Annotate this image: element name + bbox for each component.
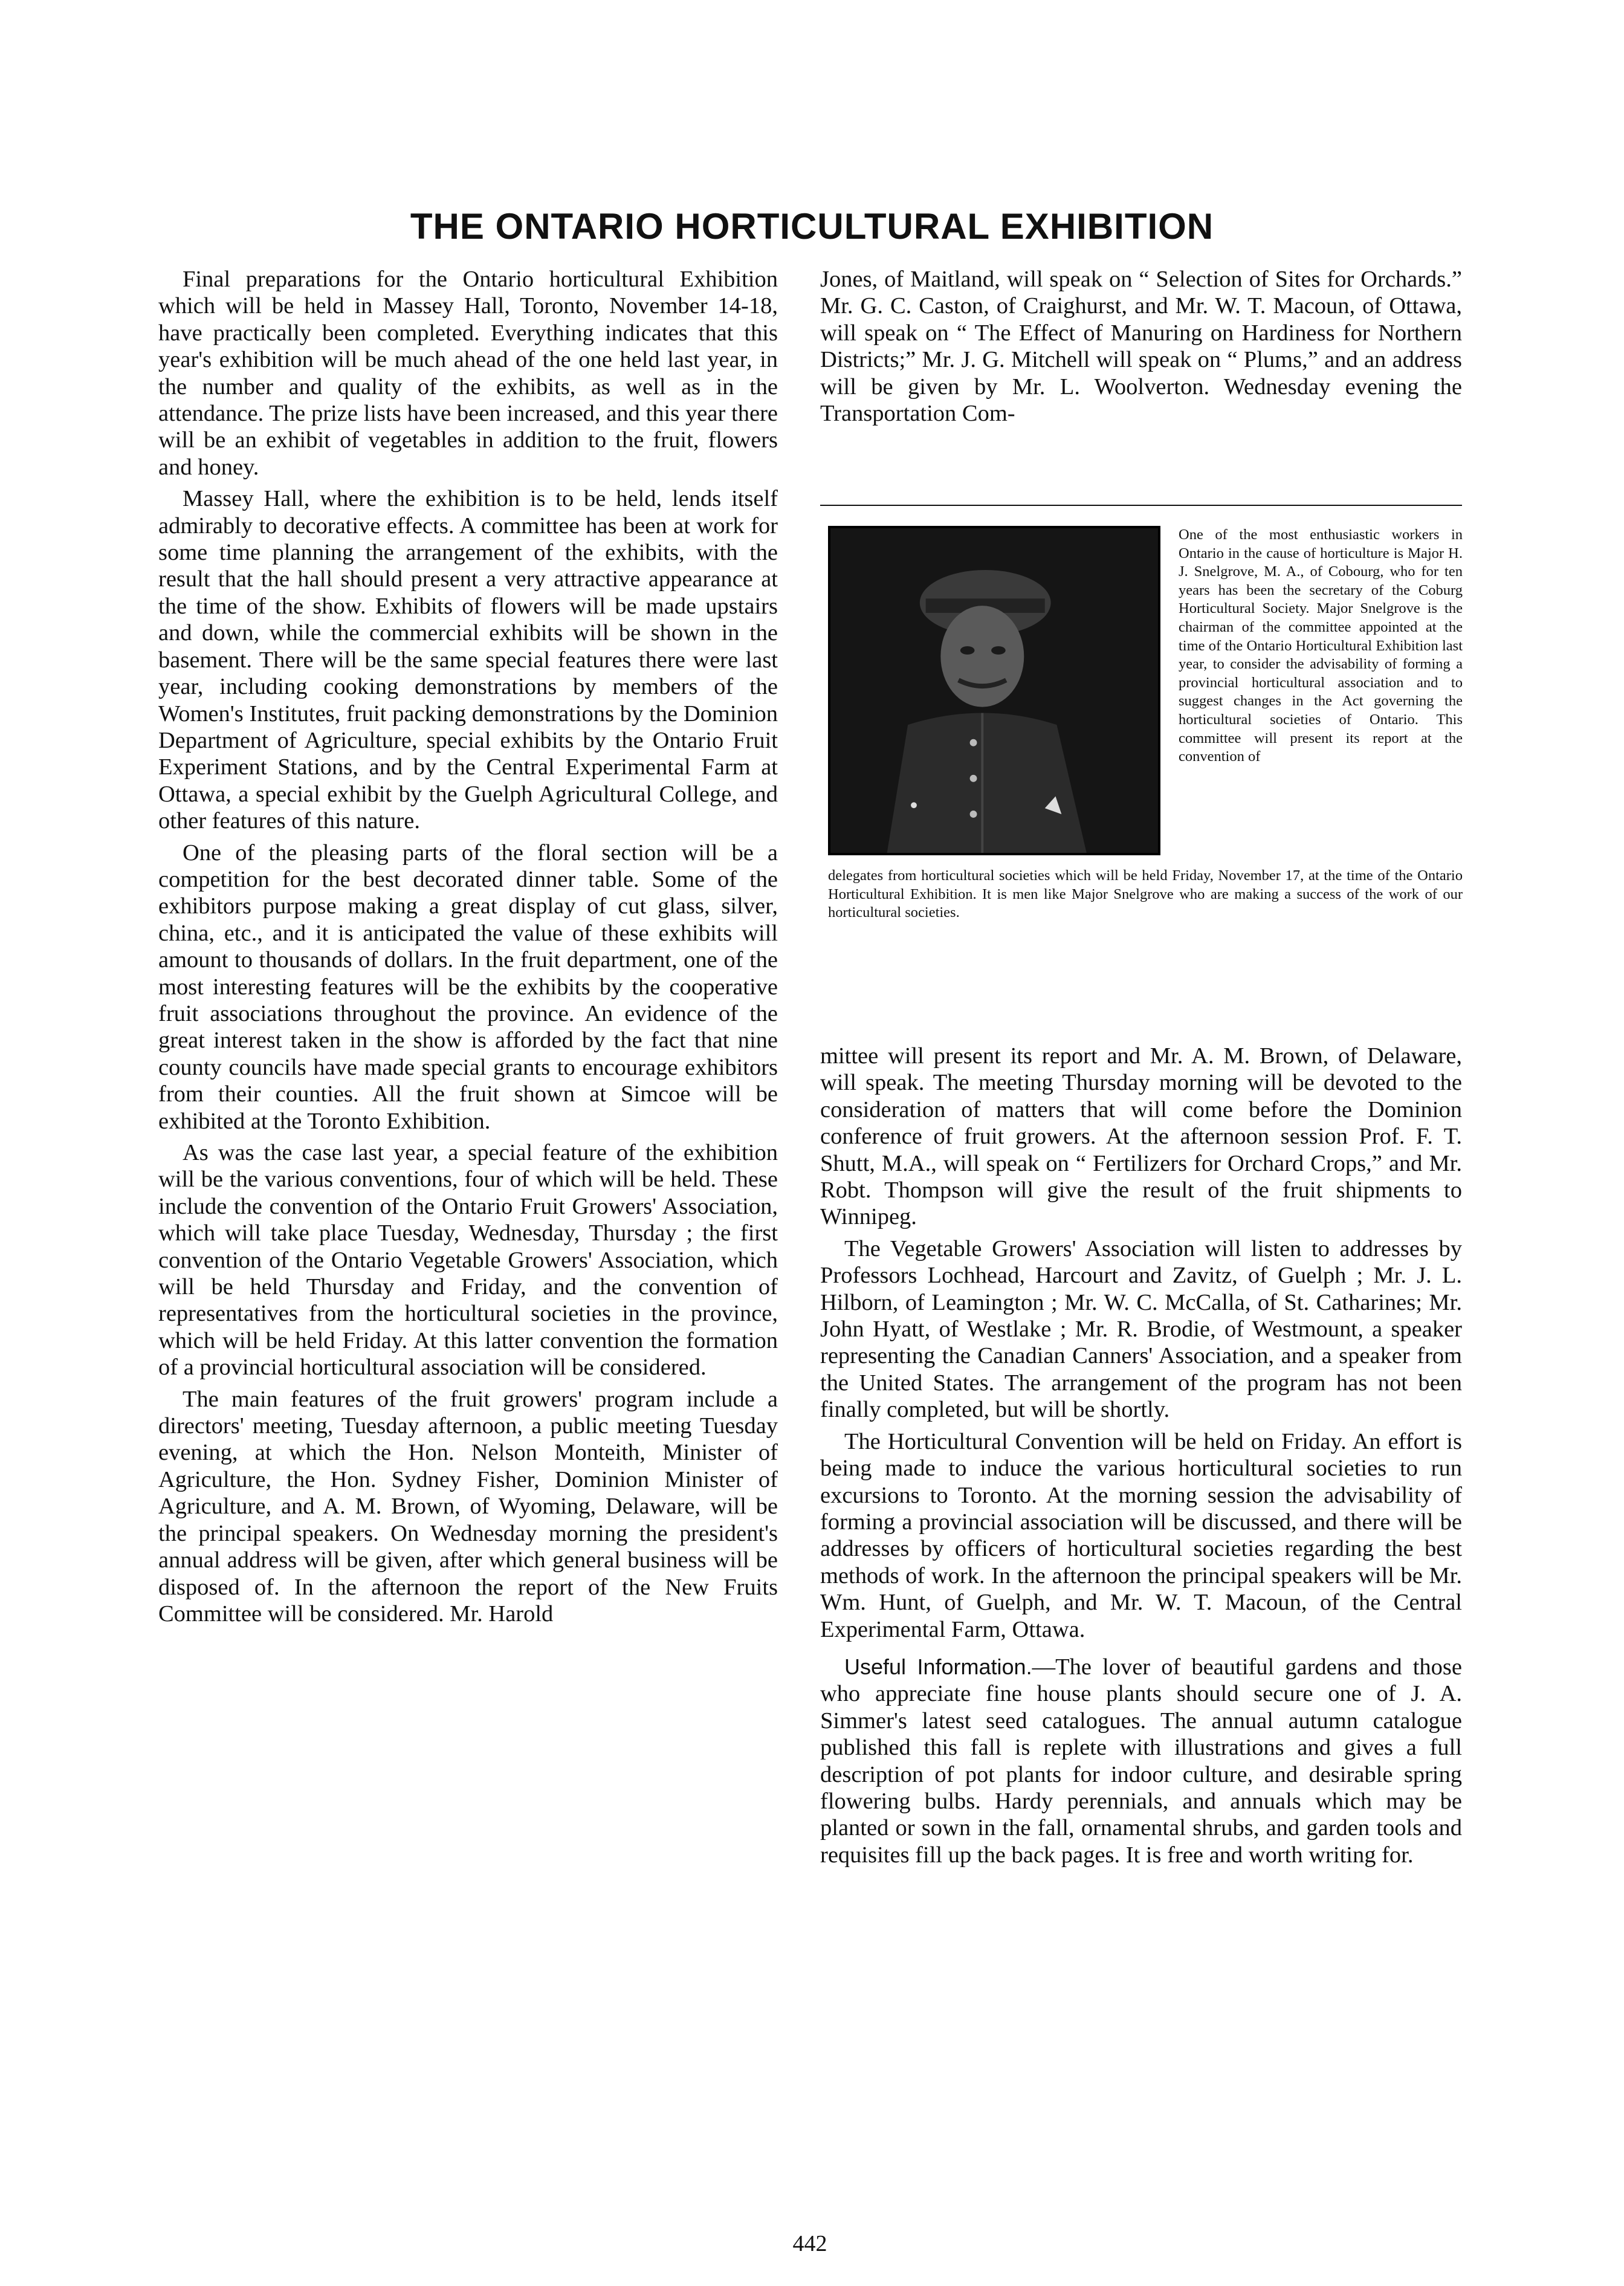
figure-caption-continued: delegates from horticultural societies which will be held Friday, November 17, at the time of the Ontario Horticultural Exhibition. It is men like Major Snelgrove who are making a success of the work of our horticultural societies. bbox=[828, 867, 1463, 921]
right-column-top bbox=[820, 266, 1462, 432]
useful-information-paragraph bbox=[820, 1654, 1462, 1868]
article-paragraph: The Horticultural Convention will be held on Friday. An effort is being made to induce the various horticultural societies to run excursions to Toronto. At the morning session the advisability of forming a provincial association will be discussed, and there will be addresses by officers of horticultural societies regarding the best methods of work. In the afternoon the principal speakers will be Mr. Wm. Hunt, of Guelph, and Mr. W. T. Macoun, of the Central Experimental Farm, Ottawa. bbox=[820, 1428, 1462, 1642]
useful-information-text: —The lover of beautiful gardens and those who appreciate fine house plants should secure one of J. A. Simmer's latest seed catalogues. The annual autumn catalogue published this fall is replete with illustrations and gives a full description of pot plants for indoor culture, and desirable spring flowering bulbs. Hardy perennials, and annuals which may be planted or sown in the fall, ornamental shrubs, and garden tools and requisites fill up the back pages. It is free and worth writing for. bbox=[820, 1654, 1462, 1868]
article-paragraph: The Vegetable Growers' Association will listen to addresses by Professors Lochhead, Harcourt and Zavitz, of Guelph ; Mr. J. L. Hilborn, of Leamington ; Mr. W. C. McCalla, of St. Catharines; Mr. John Hyatt, of Westlake ; Mr. R. Brodie, of Westmount, a speaker representing the Canadian Canners' Association, and a speaker from the United States. The arrangement of the program has not been finally completed, but will be shortly. bbox=[820, 1235, 1462, 1423]
page-number: 442 bbox=[792, 2231, 827, 2256]
article-paragraph: mittee will present its report and Mr. A. M. Brown, of Delaware, will speak. The meeting Thursday morning will be devoted to the consideration of matters that will come before the Dominion conference of fruit growers. At the afternoon session Prof. F. T. Shutt, M.A., will speak on “ Fertilizers for Orchard Crops,” and Mr. Robt. Thompson will give the result of the fruit shipments to Winnipeg. bbox=[820, 1043, 1462, 1230]
figure-caption: One of the most enthusiastic workers in Ontario in the cause of horticulture is Major H. J. Snelgrove, M. A., of Cobourg, who for ten years has been the secretary of the Coburg Horticultural Society. Major Snelgrove is the chairman of the committee appointed at the time of the Ontario Horticultural Exhibition last year, to consider the advisability of forming a provincial horticultural association and to suggest changes in the Act governing the horticultural societies of Ontario. This committee will present its report at the convention of bbox=[1179, 526, 1463, 765]
portrait-photo-icon bbox=[830, 528, 1158, 853]
portrait-photo bbox=[828, 526, 1160, 855]
article-paragraph: The main features of the fruit growers' program include a directors' meeting, Tuesday afternoon, a public meeting Tuesday evening, at which the Hon. Nelson Monteith, Minister of Agriculture, the Hon. Sydney Fisher, Dominion Minister of Agriculture, and A. M. Brown, of Wyoming, Delaware, will be the principal speakers. On Wednesday morning the president's annual address will be given, after which general business will be disposed of. In the afternoon the report of the New Fruits Committee will be considered. Mr. Harold bbox=[158, 1386, 778, 1627]
useful-information-heading: Useful Information. bbox=[844, 1654, 1032, 1679]
left-column bbox=[158, 266, 778, 1632]
page-title: THE ONTARIO HORTICULTURAL EXHIBITION bbox=[410, 206, 1214, 247]
right-column-bottom bbox=[820, 1043, 1462, 1873]
article-paragraph: One of the pleasing parts of the floral section will be a competition for the best decorated dinner table. Some of the exhibitors purpose making a great display of cut glass, silver, china, etc., and it is anticipated the value of these exhibits will amount to thousands of dollars. In the fruit department, one of the most interesting features will be the exhibits by the cooperative fruit associations throughout the province. An evidence of the great interest taken in the show is afforded by the fact that nine county councils have made special grants to encourage exhibitors from their counties. All the fruit shown at Simcoe will be exhibited at the Toronto Exhibition. bbox=[158, 840, 778, 1134]
article-paragraph: Jones, of Maitland, will speak on “ Selection of Sites for Orchards.” Mr. G. C. Caston, of Craighurst, and Mr. W. T. Macoun, of Ottawa, will speak on “ The Effect of Manuring on Hardiness for Northern Districts;” Mr. J. G. Mitchell will speak on “ Plums,” and an address will be given by Mr. L. Woolverton. Wednesday evening the Transportation Com- bbox=[820, 267, 1462, 427]
article-paragraph: Final preparations for the Ontario horticultural Exhibition which will be held in Massey Hall, Toronto, November 14-18, have practically been completed. Everything indicates that this year's exhibition will be much ahead of the one held last year, in the number and quality of the exhibits, as well as in the attendance. The prize lists have been increased, and this year there will be an exhibit of vegetables in addition to the fruit, flowers and honey. bbox=[158, 267, 778, 480]
article-paragraph: Massey Hall, where the exhibition is to be held, lends itself admirably to decorative effects. A committee has been at work for some time planning the arrangement of the exhibits, with the result that the hall should present a very attractive appearance at the time of the show. Exhibits of flowers will be made upstairs and down, while the commercial exhibits will be shown in the basement. There will be the same special features there were last year, including cooking demonstrations by members of the Women's Institutes, fruit packing demonstrations by the Dominion Department of Agriculture, special exhibits by the Ontario Fruit Experiment Stations, and by the Central Experimental Farm at Ottawa, a special exhibit by the Guelph Agricultural College, and other features of this nature. bbox=[158, 486, 778, 834]
article-paragraph: As was the case last year, a special feature of the exhibition will be the various conventions, four of which will be held. These include the convention of the Ontario Fruit Growers' Association, which will take place Tuesday, Wednesday, Thursday ; the first convention of the Ontario Vegetable Growers' Association, which will be held Thursday and Friday, and the convention of representatives from the horticultural societies in the province, which will be held Friday. At this latter convention the formation of a provincial horticultural association will be considered. bbox=[158, 1140, 778, 1381]
divider-rule bbox=[820, 505, 1462, 506]
